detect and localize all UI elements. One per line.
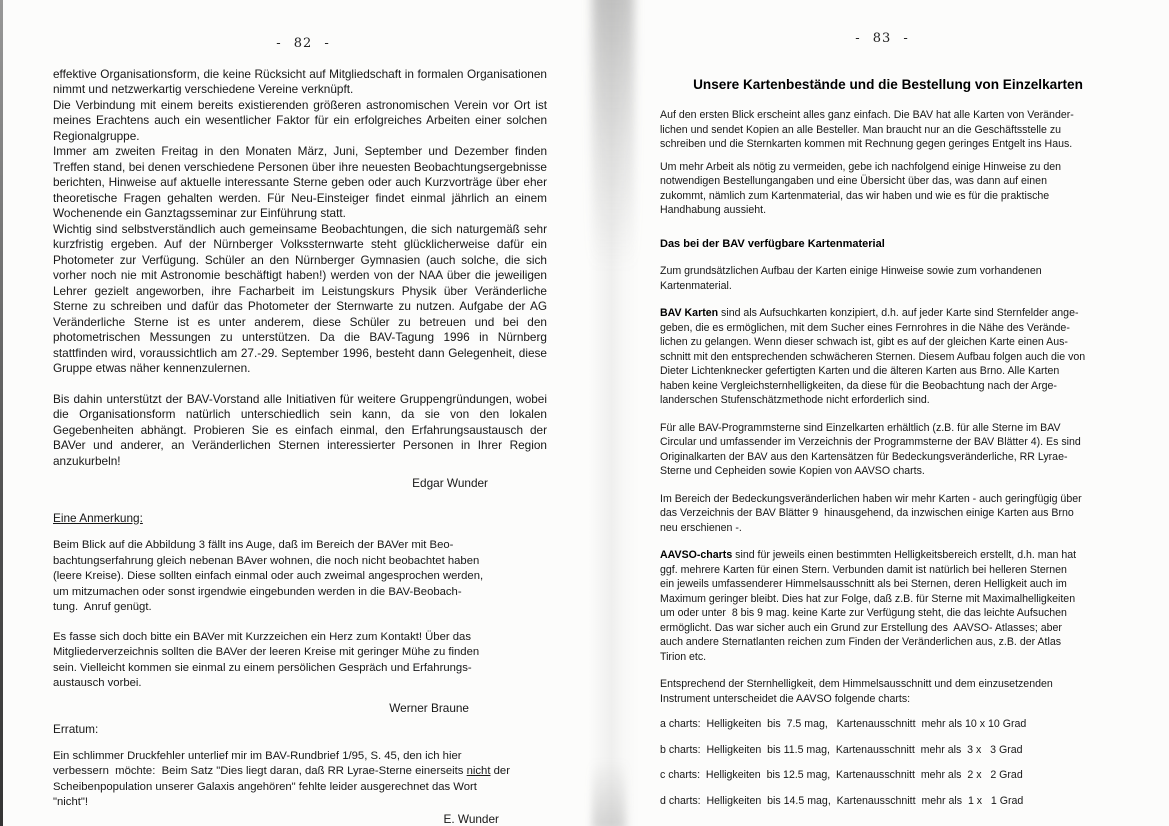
chart-spec-line-c: c charts: Helligkeiten bis 12.5 mag, Kartenausschnitt mehr als 2 x 2 Grad — [660, 769, 1023, 781]
erratum-text-after: der Scheibenpopulation unserer Galaxis angehören" fehlte leider ausgerechnet das Wort "nicht"! — [53, 765, 510, 808]
erratum-underlined-word: nicht — [466, 765, 491, 777]
signature-werner-braune: Werner Braune — [389, 700, 469, 715]
erratum-text-before: Ein schlimmer Druckfehler unterlief mir im BAV-Rundbrief 1/95, S. 45, den ich hier verbessern möchte: Beim Satz "Dies liegt daran, daß RR Lyrae-Sterne einerseits — [53, 749, 464, 777]
bav-karten-text: sind als Aufsuchkarten konzipiert, d.h. auf jeder Karte sind Sternfelder ange- geben, die es ermöglichen, mit dem Sucher eines Fernrohres in die Nähe des Verände- lichen zu gelangen. Wenn dieser schwach ist, gibt es auf der gleichen Karte einen Aus- schnitt mit den entsprechenden schwächeren Sternen. Diesem Aufbau folgen auch die von Dieter Lichtenknecker gefertigten Karten und die älteren Karten aus Brno. Alle Karten haben keine Vergleichsternhelligkeiten, da diese für die Beobachtung nach der Arge- landerschen Stufenschätzmethode nicht erforderlich sind. — [660, 307, 1086, 406]
page-83 — [660, 32, 1132, 808]
scan-left-edge-artifact — [0, 0, 3, 826]
chart-spec-line-b: b charts: Helligkeiten bis 11.5 mag, Kartenausschnitt mehr als 3 x 3 Grad — [660, 743, 1023, 756]
erratum-heading: Erratum: — [53, 722, 99, 736]
signature-e-wunder: E. Wunder — [443, 811, 499, 826]
aufbau-paragraph: Zum grundsätzlichen Aufbau der Karten einige Hinweise sowie zum vorhandenen Kartenmaterial. — [660, 265, 1042, 292]
page-number-left: - 82 - — [276, 36, 330, 51]
programmsterne-paragraph: Für alle BAV-Programmsterne sind Einzelkarten erhältlich (z.B. für alle Sterne im BAV Circular und umfassender im Verzeichnis der Programmsterne der BAV Blätter 4). Es sind Originalkarten der BAV aus den Kartensätzen für Bedeckungsveränderliche, RR Lyrae- Sterne und Cepheiden sowie Kopien von AAVSO charts. — [660, 421, 1081, 477]
treffen-paragraph: Immer am zweiten Freitag in den Monaten März, Juni, September und Dezember finden Treffen stand, bei denen verschiedene Personen über ihre neuesten Beobachtungsergebnisse berichten, Hinweise auf aktuelle interessante Sterne geben oder auch Kurzvorträge über eher theoretische Fragen gehalten werden. Für Neu-Einsteiger findet einmal jährlich an einem Wochenende ein Ganztagsseminar zur Einführung statt. — [53, 144, 547, 220]
hinweise-paragraph: Um mehr Arbeit als nötig zu vermeiden, gebe ich nachfolgend einige Hinweise zu den notwendigen Bestellungangaben und eine Übersicht über das, was dann auf einen zukommt, nämlich zum Kartenmaterial, das wir haben und wie es für die praktische Handhabung aussieht. — [660, 160, 1062, 216]
continuation-paragraph: effektive Organisationsform, die keine Rücksicht auf Mitgliedschaft in formalen Organisationen nimmt und netzwerkartig verschiedene Vereine verknüpft. — [53, 66, 547, 96]
verein-verbindung-paragraph: Die Verbindung mit einem bereits existierenden größeren astronomischen Verein vor Ort ist meines Erachtens auch ein wesentlicher Faktor für ein erfolgreiches Arbeiten einer solchen Regionalgruppe. — [53, 97, 547, 143]
chart-spec-line-a: a charts: Helligkeiten bis 7.5 mag, Kartenausschnitt mehr als 10 x 10 Grad — [660, 718, 1027, 730]
aavso-charts-paragraph — [660, 548, 1132, 664]
page-82 — [53, 36, 573, 826]
chart-spec-list — [660, 717, 1132, 808]
sternhelligkeit-paragraph: Entsprechend der Sternhelligkeit, dem Himmelsausschnitt und dem einzusetzenden Instrument unterscheidet die AAVSO folgende charts: — [660, 678, 1053, 705]
signature-edgar-wunder: Edgar Wunder — [412, 476, 488, 490]
page-gutter-shadow-top — [592, 0, 634, 270]
chart-spec-line-d: d charts: Helligkeiten bis 14.5 mag, Kartenausschnitt mehr als 1 x 1 Grad — [660, 794, 1024, 807]
section-heading-kartenmaterial: Das bei der BAV verfügbare Kartenmaterial — [660, 237, 885, 250]
erratum-paragraph — [53, 749, 573, 811]
aavso-charts-lead: AAVSO-charts — [660, 549, 733, 561]
bav-karten-paragraph — [660, 306, 1132, 408]
beobachtungen-paragraph: Wichtig sind selbstverständlich auch gemeinsame Beobachtungen, die sich naturgemäß sehr kurzfristig ergeben. Auf der Nürnberger Volkssternwarte steht glücklicherweise dafür ein Photometer zur Verfügung. Schüler an den Nürnberger Gymnasien (auch solche, die sich vorher noch nie mit Astronomie beschäftigt haben!) werden von der NAA über die jeweiligen Lehrer gezielt angeworben, ihre Facharbeit im Leistungskurs Physik über Veränderliche Sterne zu schreiben und dafür das Photometer der Sternwarte zu nutzen. Aufgabe der AG Veränderliche Sterne ist es unter anderem, diese Schüler zu betreuen und bei den photometrischen Messungen zu unterstützen. Da die BAV-Tagung 1996 in Nürnberg stattfinden wird, voraussichtlich am 27.-29. September 1996, besteht dann Gelegenheit, diese Gruppe etwas näher kennenzulernen. — [53, 221, 547, 375]
page-gutter-shadow-bottom — [592, 760, 626, 826]
initiativen-paragraph: Bis dahin unterstützt der BAV-Vorstand alle Initiativen für weitere Gruppengründungen, wobei die Organisationsform natürlich unterschiedlich sein kann, da sie von den lokalen Gegebenheiten abhängt. Probieren Sie es einfach einmal, den Erfahrungsaustausch der BAVer und anderer, an Veränderlichen Sternen interessierter Personen in Ihrer Region anzukurbeln! — [53, 391, 547, 468]
article-title: Unsere Kartenbestände und die Bestellung von Einzelkarten — [693, 76, 1083, 92]
note-paragraph-2: Es fasse sich doch bitte ein BAVer mit Kurzzeichen ein Herz zum Kontakt! Über das Mitgliederverzeichnis sollten die BAVer der leeren Kreise mit geringer Mühe zu finden sein. Vielleicht kommen sie einmal zu einem persölichen Gespräch und Erfahrungs- austausch vorbei. — [53, 630, 480, 689]
note-paragraph-1: Beim Blick auf die Abbildung 3 fällt ins Auge, daß im Bereich der BAVer mit Beo- bachtungserfahrung gleich nebenan BAver wohnen, die noch nicht beobachtet haben (leere Kreise). Diese sollten einfach einmal oder auch zweimal angesprochen werden, um mitzumachen oder sonst irgendwie eingebunden werden in die BAV-Beobach- tung. Anruf genügt. — [53, 539, 484, 613]
bedeckungsveraenderliche-paragraph: Im Bereich der Bedeckungsveränderlichen haben wir mehr Karten - auch geringfügig über das Verzeichnis der BAV Blätter 9 hinausgehend, da inzwischen einige Karten aus Brno neu erschienen -. — [660, 492, 1082, 534]
page-number-right: - 83 - — [855, 31, 909, 46]
bav-karten-lead: BAV Karten — [660, 307, 719, 319]
note-heading: Eine Anmerkung: — [53, 510, 143, 525]
aavso-charts-text: sind für jeweils einen bestimmten Helligkeitsbereich erstellt, d.h. man hat ggf. mehrere Karten für einen Stern. Verbunden damit ist natürlich bei helleren Sternen ein jeweils umfassenderer Himmelsausschnitt als bei Sternen, deren Helligkeit auch im Maximum geringer bleibt. Dies hat zur Folge, daß z.B. für Sterne mit Maximalhelligkeiten um oder unter 8 bis 9 mag. keine Karte zur Verfügung steht, die das leichte Aufsuchen ermöglicht. Das war sicher auch ein Grund zur Erstellung des AAVSO- Atlasses; aber auch andere Sternatlanten reichen zum Finden der Veränderlichen aus, z.B. der Atlas Tirion etc. — [660, 549, 1077, 663]
intro-paragraph: Auf den ersten Blick erscheint alles ganz einfach. Die BAV hat alle Karten von Veränder- lichen und sendet Kopien an alle Besteller. Man braucht nur an die Geschäftsstelle zu schreiben und die Sternkarten kommen mit Rechnung gegen geringes Entgelt ins Haus. — [660, 109, 1074, 150]
